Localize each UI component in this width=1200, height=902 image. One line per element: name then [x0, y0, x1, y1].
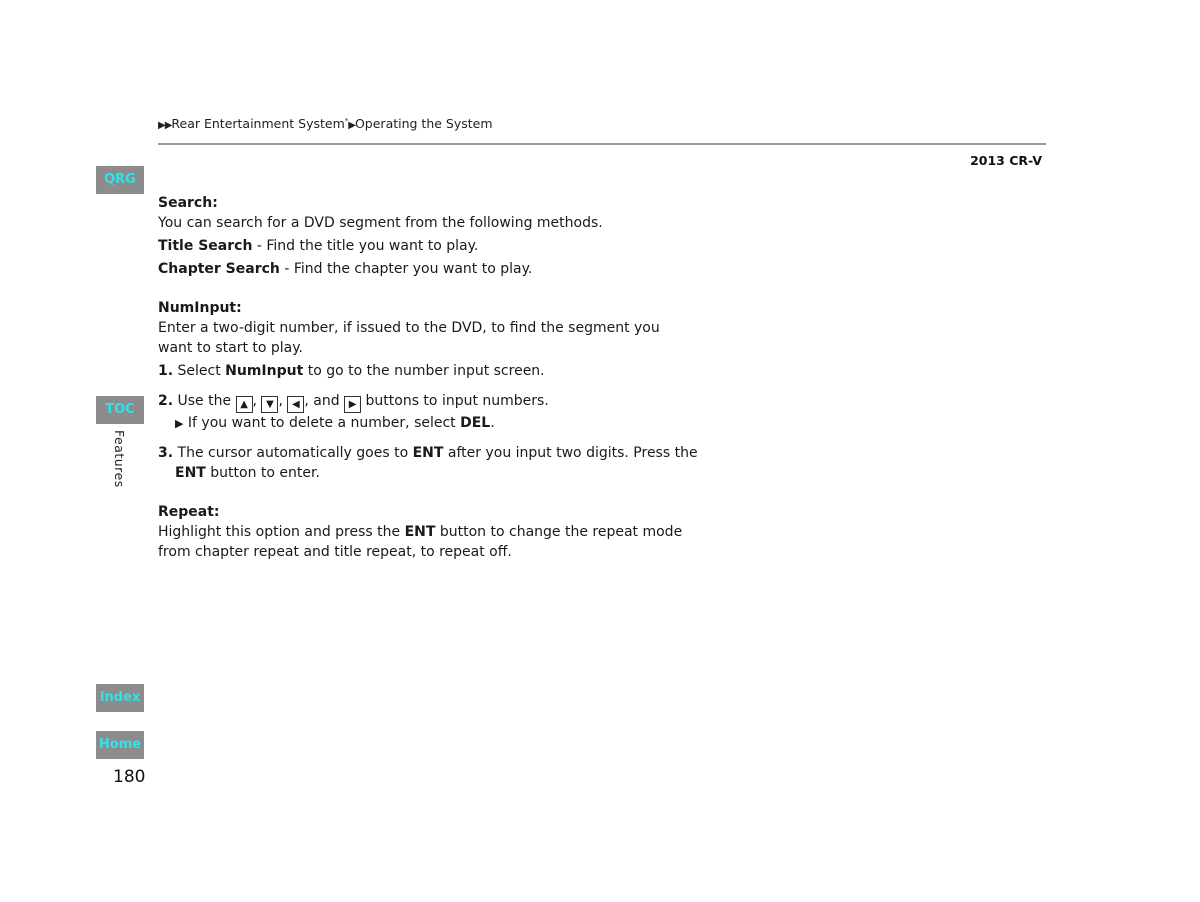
home-button[interactable]: Home	[96, 731, 144, 759]
section-tab-features: Features	[112, 430, 127, 488]
numinput-heading: NumInput:	[158, 300, 242, 316]
header-divider	[158, 143, 1046, 145]
step-3-text-end: button to enter.	[205, 465, 320, 481]
repeat-description	[158, 522, 698, 562]
breadcrumb-arrows-icon: ▶▶	[158, 120, 172, 131]
left-arrow-icon: ◀	[287, 396, 304, 413]
title-search-item	[158, 236, 698, 256]
index-button[interactable]: Index	[96, 684, 144, 712]
breadcrumb-asterisk: *	[344, 116, 349, 125]
sep-3: , and	[304, 393, 345, 409]
step-3-text: The cursor automatically goes to	[173, 445, 413, 461]
step-2-text: Use the	[173, 393, 236, 409]
step-1-number: 1.	[158, 363, 174, 379]
up-arrow-icon: ▲	[236, 396, 253, 413]
step-2-note	[158, 413, 698, 434]
step-2-text-end: buttons to input numbers.	[361, 393, 549, 409]
step-1-bold: NumInput	[225, 363, 304, 379]
search-description: You can search for a DVD segment from the following methods.	[158, 215, 603, 231]
step-3	[158, 443, 698, 483]
title-search-desc: - Find the title you want to play.	[252, 238, 479, 254]
search-heading: Search:	[158, 195, 218, 211]
repeat-text: Highlight this option and press the	[158, 524, 405, 540]
numinput-description: Enter a two-digit number, if issued to the DVD, to find the segment you want to start to play.	[158, 320, 660, 356]
down-arrow-icon: ▼	[261, 396, 278, 413]
repeat-text-end: button to change the repeat mode from chapter repeat and title repeat, to repeat off.	[158, 524, 683, 560]
repeat-heading: Repeat:	[158, 504, 220, 520]
step-1-text-end: to go to the number input screen.	[303, 363, 545, 379]
ent-label-1: ENT	[412, 445, 444, 461]
breadcrumb	[158, 116, 493, 131]
breadcrumb-link-rear-entertainment[interactable]: Rear Entertainment System	[171, 116, 345, 131]
main-content	[158, 193, 698, 562]
qrg-button[interactable]: QRG	[96, 166, 144, 194]
step-3-number: 3.	[158, 445, 174, 461]
model-label: 2013 CR-V	[970, 153, 1042, 168]
step-2-note-end: .	[490, 415, 495, 431]
chapter-search-item	[158, 259, 698, 279]
note-arrow-icon: ▶	[175, 417, 184, 430]
step-3-text-mid: after you input two digits. Press the	[443, 445, 698, 461]
del-label: DEL	[460, 415, 491, 431]
toc-button[interactable]: TOC	[96, 396, 144, 424]
title-search-label: Title Search	[158, 238, 253, 254]
sep-1: ,	[252, 393, 262, 409]
chapter-search-label: Chapter Search	[158, 261, 280, 277]
step-2	[158, 391, 698, 413]
step-2-number: 2.	[158, 393, 174, 409]
ent-label-2: ENT	[175, 465, 206, 481]
breadcrumb-arrow-icon: ▶	[348, 120, 355, 131]
breadcrumb-current: Operating the System	[354, 116, 493, 131]
sep-2: ,	[278, 393, 288, 409]
page-number: 180	[113, 767, 146, 787]
step-2-note-text: If you want to delete a number, select	[183, 415, 461, 431]
step-1-text: Select	[173, 363, 226, 379]
right-arrow-icon: ▶	[344, 396, 361, 413]
chapter-search-desc: - Find the chapter you want to play.	[279, 261, 533, 277]
ent-label-3: ENT	[404, 524, 436, 540]
step-1	[158, 361, 698, 381]
